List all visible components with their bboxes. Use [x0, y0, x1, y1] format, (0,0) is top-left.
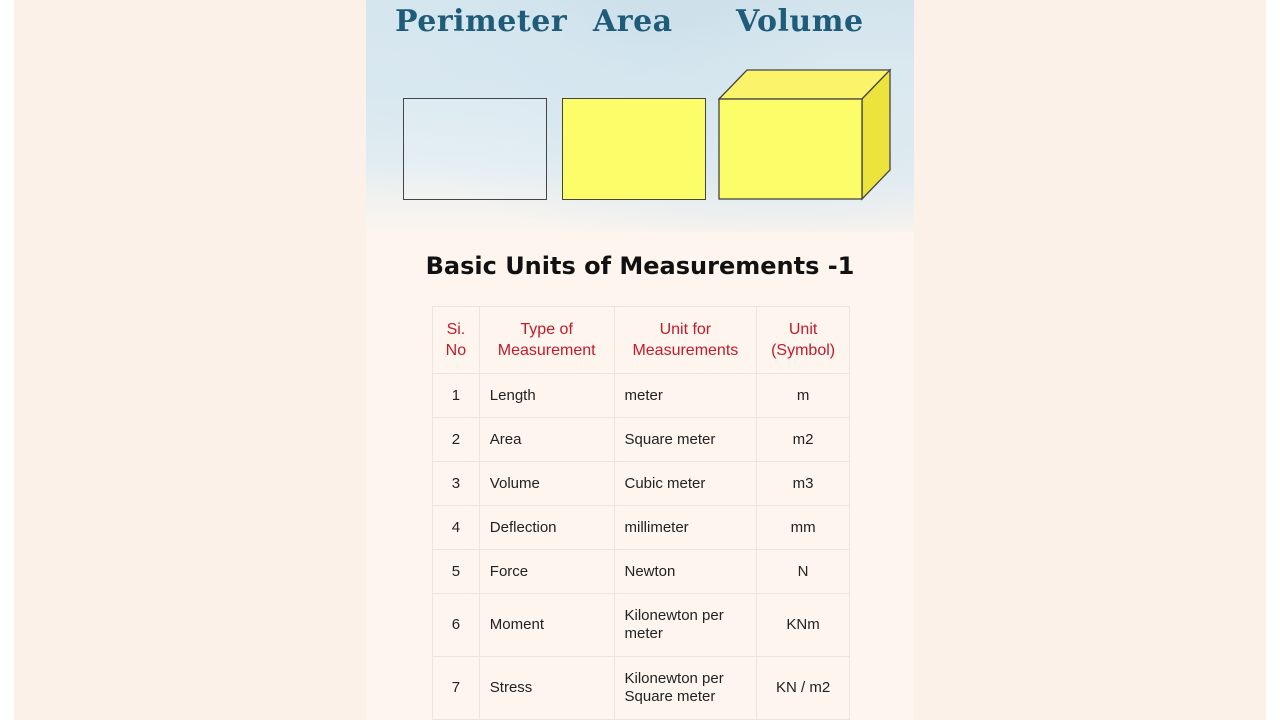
volume-cube: [718, 68, 893, 203]
measurement-type: Moment: [479, 594, 614, 657]
unit-symbol: m3: [757, 462, 850, 506]
table-row: [433, 418, 850, 462]
measurement-type: Force: [479, 550, 614, 594]
table-row: [433, 594, 850, 657]
header-sl-no: Si. No: [433, 307, 480, 374]
table-row: [433, 657, 850, 720]
measurement-unit: Kilonewton per meter: [614, 594, 757, 657]
measurement-type: Stress: [479, 657, 614, 720]
unit-symbol: mm: [757, 506, 850, 550]
page-title: Basic Units of Measurements -1: [425, 252, 855, 280]
table-row: [433, 374, 850, 418]
measurement-type: Length: [479, 374, 614, 418]
perimeter-rectangle: [403, 98, 547, 200]
row-number: 1: [433, 374, 480, 418]
cube-top-face: [719, 70, 890, 99]
measurement-unit: Square meter: [614, 418, 757, 462]
left-frame-border: [0, 0, 14, 720]
header-symbol: Unit (Symbol): [757, 307, 850, 374]
measurement-type: Deflection: [479, 506, 614, 550]
measurement-unit: meter: [614, 374, 757, 418]
row-number: 4: [433, 506, 480, 550]
cube-front-face: [719, 99, 862, 199]
slide-page: [366, 0, 914, 720]
row-number: 2: [433, 418, 480, 462]
measurement-unit: Cubic meter: [614, 462, 757, 506]
units-table: [432, 306, 850, 720]
unit-symbol: N: [757, 550, 850, 594]
measurement-type: Area: [479, 418, 614, 462]
measurement-unit: Kilonewton per Square meter: [614, 657, 757, 720]
volume-label: Volume: [736, 4, 864, 39]
unit-symbol: m: [757, 374, 850, 418]
header-type: Type of Measurement: [479, 307, 614, 374]
perimeter-label: Perimeter: [395, 4, 568, 39]
table-row: [433, 506, 850, 550]
row-number: 3: [433, 462, 480, 506]
row-number: 7: [433, 657, 480, 720]
measurement-unit: Newton: [614, 550, 757, 594]
shapes-banner: [366, 0, 914, 232]
measurement-type: Volume: [479, 462, 614, 506]
unit-symbol: KN / m2: [757, 657, 850, 720]
measurement-unit: millimeter: [614, 506, 757, 550]
table-row: [433, 462, 850, 506]
unit-symbol: m2: [757, 418, 850, 462]
row-number: 5: [433, 550, 480, 594]
table-row: [433, 550, 850, 594]
table-header-row: [433, 307, 850, 374]
row-number: 6: [433, 594, 480, 657]
header-unit: Unit for Measurements: [614, 307, 757, 374]
unit-symbol: KNm: [757, 594, 850, 657]
area-label: Area: [593, 4, 673, 39]
area-rectangle: [562, 98, 706, 200]
right-frame-border: [1266, 0, 1280, 720]
